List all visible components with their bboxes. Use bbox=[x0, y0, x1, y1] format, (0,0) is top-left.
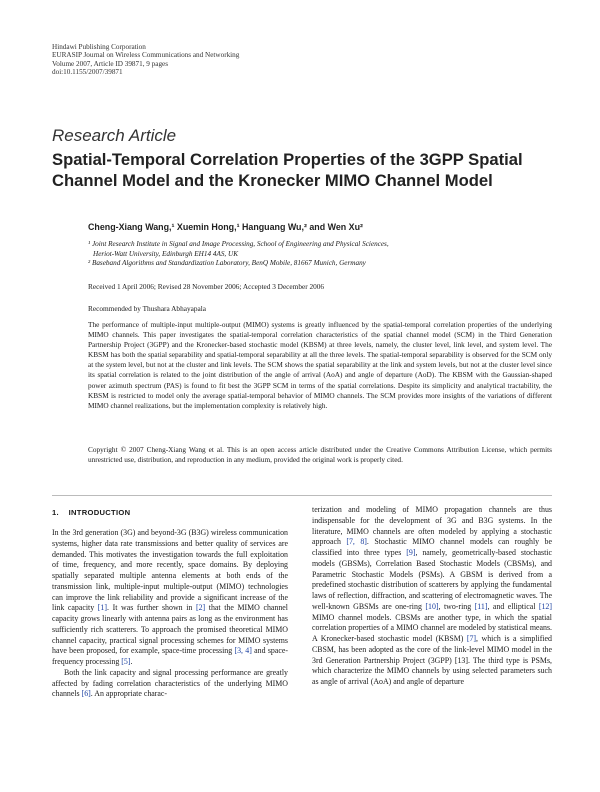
left-column bbox=[52, 528, 288, 700]
copyright-notice: Copyright © 2007 Cheng-Xiang Wang et al. This is an open access article distributed under the Creative Commons Attribution License, which permits unrestricted use, distribution, and reproduction in any medium, provided the original work is properly cited. bbox=[88, 445, 552, 465]
citation-link[interactable]: [3, 4] bbox=[234, 646, 252, 656]
author-list: Cheng-Xiang Wang,¹ Xuemin Hong,¹ Hanguang Wu,² and Wen Xu² bbox=[88, 222, 363, 232]
divider bbox=[52, 495, 552, 496]
section-title: INTRODUCTION bbox=[68, 508, 131, 517]
affiliations bbox=[88, 240, 558, 269]
citation-link[interactable]: [2] bbox=[195, 603, 206, 613]
publisher: Hindawi Publishing Corporation bbox=[52, 43, 146, 51]
right-column bbox=[312, 505, 552, 688]
citation-link[interactable]: [6] bbox=[81, 689, 91, 699]
affiliation-2: ² Baseband Algorithms and Standardization Laboratory, BenQ Mobile, 81667 Munich, Germany bbox=[88, 259, 366, 268]
citation-link[interactable]: [9] bbox=[406, 548, 416, 557]
doi: doi:10.1155/2007/39871 bbox=[52, 67, 123, 76]
paragraph: terization and modeling of MIMO propagation channels are thus indispensable for the development of 3G and B3G systems. In the literature, MIMO channels are often modeled by applying a stochastic approach [7, 8]. Stochastic MIMO channel models can roughly be classified into three types [9], namely, geometrically-based stochastic models (GBSMs), Correlation Based Stochastic Models (CBSMs), and Parametric Stochastic Models (PSMs). A GBSM is derived from a predefined stochastic distribution of scatterers by applying the fundamental laws of reflection, diffraction, and scattering of electromagnetic waves. The well-known GBSMs are one-ring [10], two-ring [11], and elliptical [12] MIMO channel models. CBSMs are another type, in which the spatial correlation properties of a MIMO channel are modeled by statistical means. A Kronecker-based stochastic model (KBSM) [7], which is a simplified CBSM, has been adopted as the core of the link-level MIMO model in the 3rd Generation Partnership Project (3GPP) [13]. The third type is PSMs, which characterize the MIMO channels by using selected parameters such as angle of arrival (AoA) and angle of departure bbox=[312, 505, 553, 686]
paper-title: Spatial-Temporal Correlation Properties of the 3GPP Spatial Channel Model and the Kronecker MIMO Channel Model bbox=[52, 150, 523, 190]
citation-link[interactable]: [11] bbox=[474, 601, 488, 611]
affiliation-1: ¹ Joint Research Institute in Signal and Image Processing, School of Engineering and Physical Sciences, bbox=[88, 240, 389, 248]
paragraph: Both the link capacity and signal processing performance are greatly affected by fading correlation characteristics of the underlying MIMO channels [6]. An appropriate charac- bbox=[52, 667, 288, 699]
journal-name: EURASIP Journal on Wireless Communications and Networking bbox=[52, 51, 240, 60]
article-type: Research Article bbox=[52, 126, 177, 145]
paragraph: In the 3rd generation (3G) and beyond-3G (B3G) wireless communication systems, higher data rate transmissions and better quality of services are demanded. This motivates the investigation towards the full exploitation of time, frequency, and more recently, space domains. By deploying spatially separated multiple antenna elements at both ends of the transmission link, multiple-input multiple-output (MIMO) technologies can improve the link reliability and provide a significant increase of the link capacity [1]. It was further shown in [2] that the MIMO channel capacity grows linearly with antenna pairs as long as the environment has sufficiently rich scatterers. To approach the promised theoretical MIMO channel capacity, practical signal processing schemes for MIMO systems have been proposed, for example, space-time processing [3, 4] and space-frequency processing [5]. bbox=[52, 528, 288, 666]
citation-link[interactable]: [7, 8] bbox=[346, 537, 367, 547]
affiliation-1-cont: Heriot-Watt University, Edinburgh EH14 4AS, UK bbox=[93, 249, 239, 258]
citation-link[interactable]: [10] bbox=[425, 601, 439, 611]
section-heading bbox=[52, 508, 130, 517]
citation-link[interactable]: [12] bbox=[538, 601, 553, 611]
volume-info: Volume 2007, Article ID 39871, 9 pages bbox=[52, 59, 169, 68]
journal-header bbox=[52, 43, 239, 76]
citation-link[interactable]: [5] bbox=[121, 657, 131, 666]
citation-link[interactable]: [7] bbox=[466, 634, 477, 643]
submission-dates: Received 1 April 2006; Revised 28 November 2006; Accepted 3 December 2006 bbox=[88, 282, 325, 291]
abstract: The performance of multiple-input multiple-output (MIMO) systems is greatly influenced by the spatial-temporal correlation properties of the underlying MIMO channels. This paper investigates the spatial-temporal correlation characteristics of the spatial channel model (SCM) in the Third Generation Partnership Project (3GPP) and the Kronecker-based stochastic model (KBSM) at three levels, namely, the cluster level, link level, and system level. The KBSM has both the spatial separability and spatial-temporal separability at all the three levels. The spatial-temporal separability is observed for the SCM only at the system level, but not at the cluster and link levels. The SCM shows the spatial separability at the link and system levels, but not at the cluster level since its spatial correlation is related to the joint distribution of the angle of arrival (AoA) and angle of departure (AoD). The KBSM with the Gaussian-shaped power azimuth spectrum (PAS) is found to fit best the 3GPP SCM in terms of the spatial correlations. Despite its simplicity and analytical tractability, the KBSM is restricted to model only the average spatial-temporal behavior of MIMO channels. The SCM provides more insights of the variations of different MIMO channel realizations, but the implementation complexity is relatively high. bbox=[88, 320, 552, 410]
recommended-by: Recommended by Thushara Abhayapala bbox=[88, 304, 206, 313]
section-number: 1. bbox=[52, 508, 59, 517]
citation-link[interactable]: [1] bbox=[97, 603, 107, 613]
